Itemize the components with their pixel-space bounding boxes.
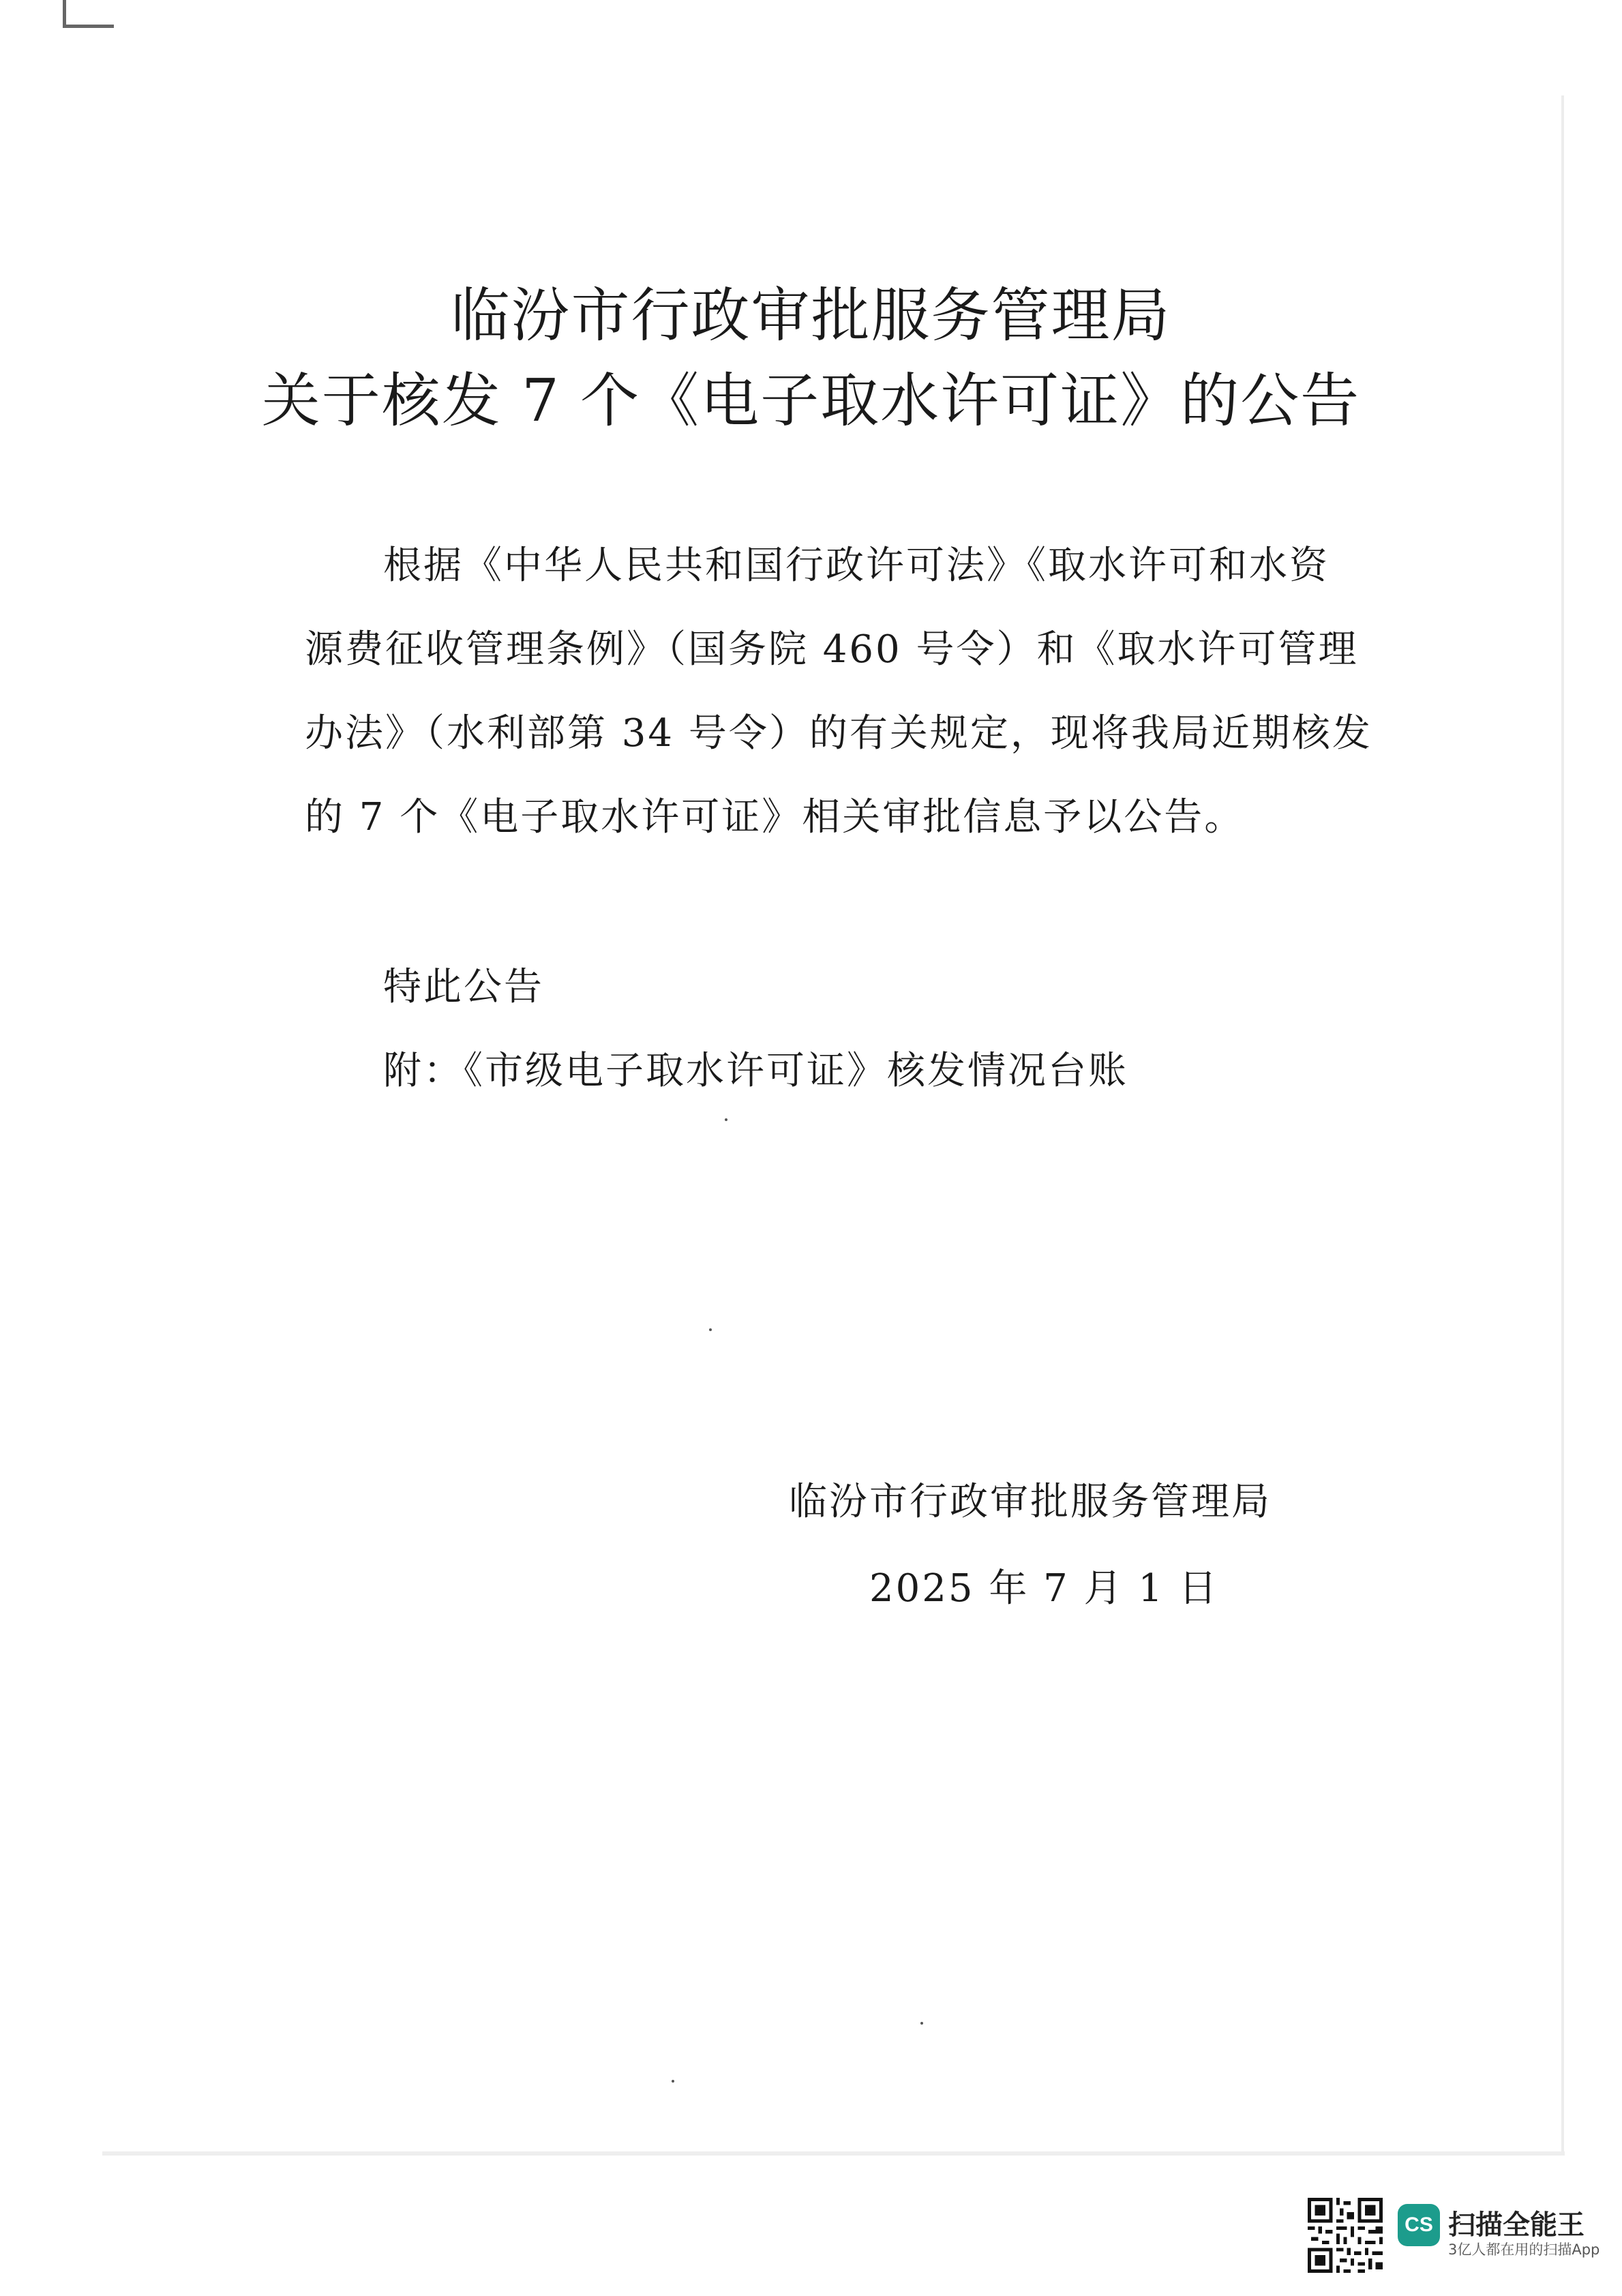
- scan-speck: [725, 1118, 727, 1121]
- camscanner-logo-icon: CS: [1398, 2204, 1440, 2246]
- attachment-note: 附：《市级电子取水许可证》核发情况台账: [383, 1049, 1128, 1093]
- document-title-line-1: 临汾市行政审批服务管理局: [451, 282, 1171, 350]
- qr-code-icon: [1308, 2198, 1383, 2273]
- brand-text: [1448, 2210, 1600, 2260]
- body-paragraph-line-1: 根据《中华人民共和国行政许可法》《取水许可和水资: [383, 543, 1330, 588]
- body-paragraph-line-3: 办法》（水利部第 34 号令）的有关规定，现将我局近期核发: [305, 711, 1372, 756]
- scan-speck: [920, 2022, 923, 2025]
- closing-statement: 特此公告: [383, 965, 544, 1009]
- brand-tagline: 3亿人都在用的扫描App: [1448, 2241, 1600, 2258]
- signature-date: 2025 年 7 月 1 日: [869, 1566, 1219, 1611]
- signature-organization: 临汾市行政审批服务管理局: [789, 1480, 1272, 1524]
- scan-speck: [709, 1328, 712, 1331]
- scanner-app-watermark: [1308, 2198, 1600, 2273]
- page-edge-bottom: [102, 2151, 1565, 2156]
- scan-speck: [672, 2080, 674, 2083]
- body-paragraph-line-4: 的 7 个《电子取水许可证》相关审批信息予以公告。: [305, 795, 1245, 839]
- body-paragraph-line-2: 源费征收管理条例》（国务院 460 号令）和《取水许可管理: [305, 627, 1359, 672]
- brand-name: 扫描全能王: [1448, 2209, 1585, 2241]
- document-title-line-2: 关于核发 7 个《电子取水许可证》的公告: [261, 367, 1361, 435]
- scan-corner-mark: [63, 0, 114, 28]
